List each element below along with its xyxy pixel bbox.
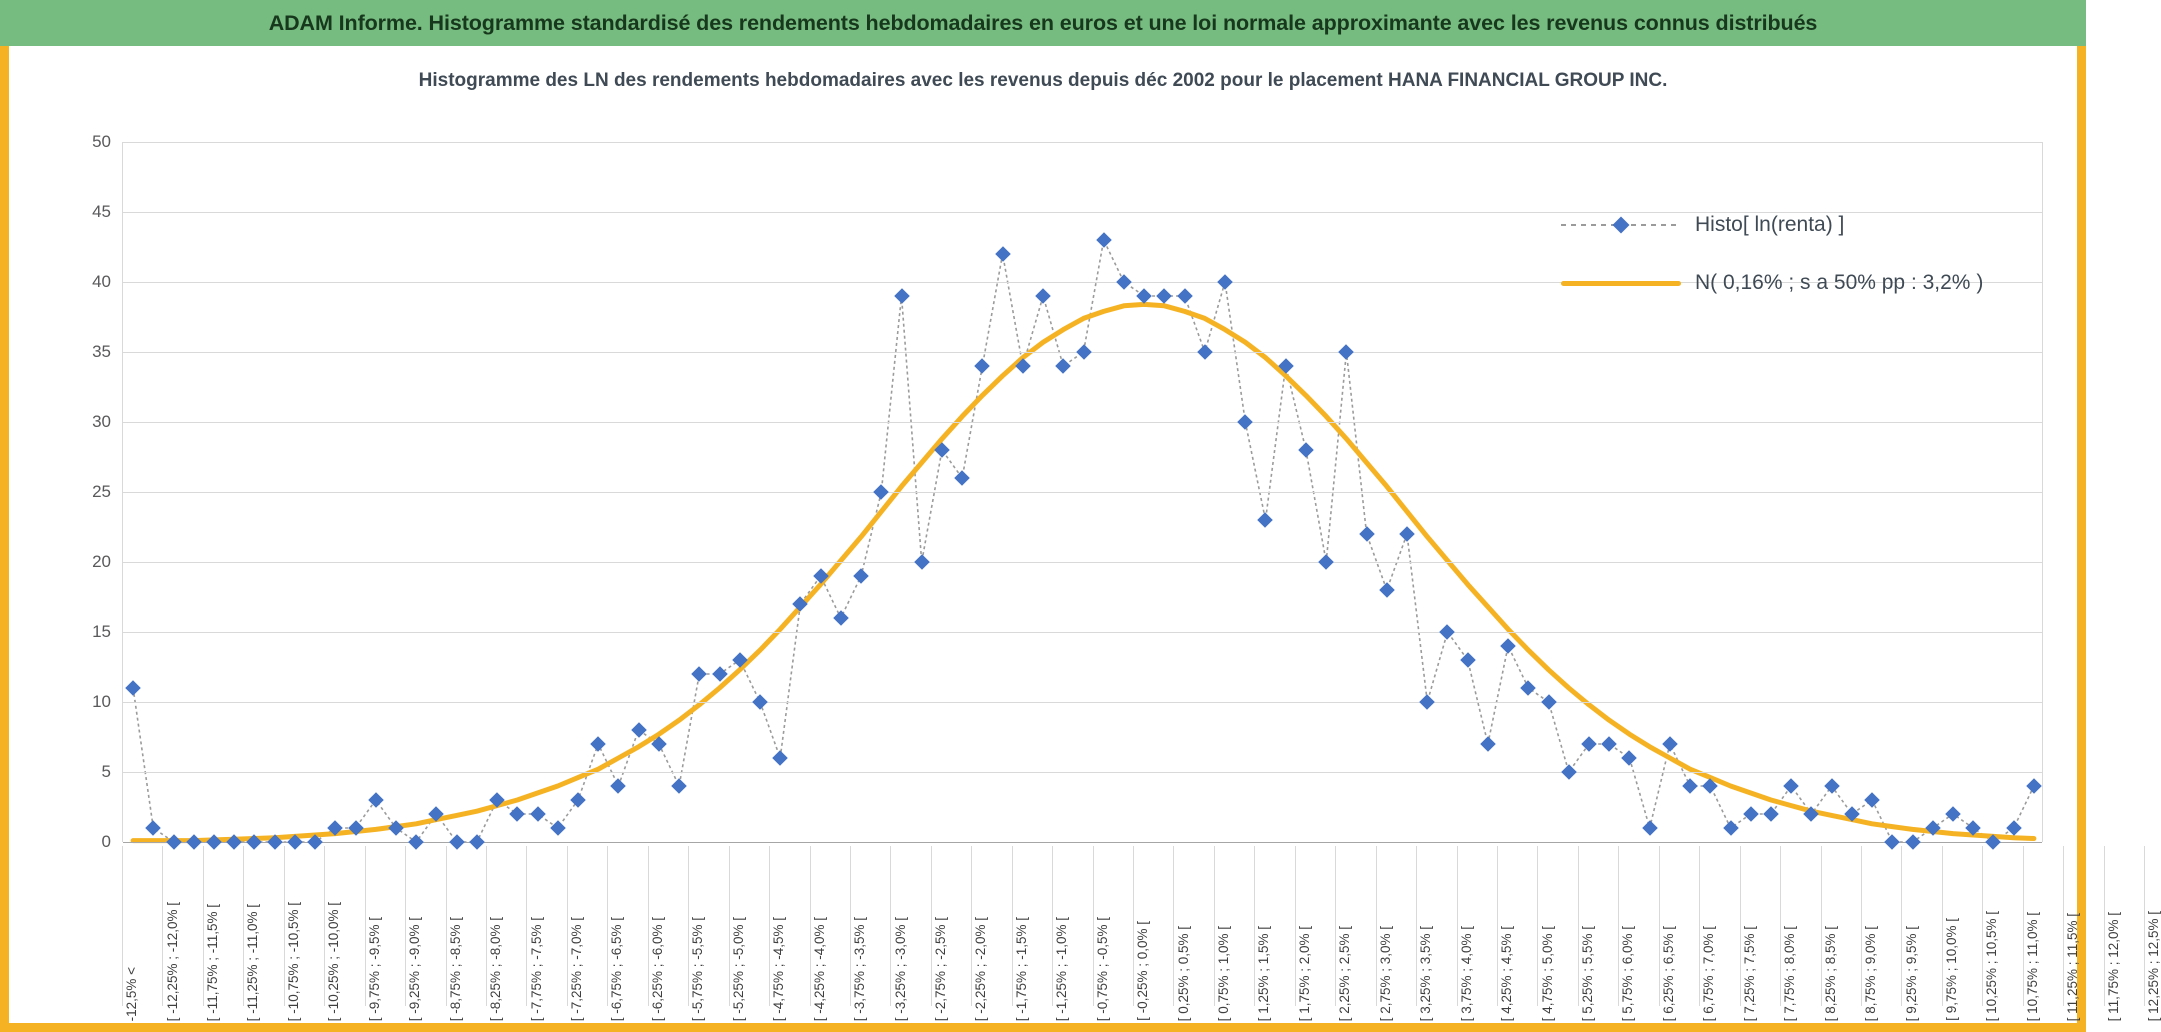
left-accent-bar <box>0 46 9 1032</box>
x-axis-tick-label: [ -10,75% ; -10,5% [ <box>285 901 301 1021</box>
y-axis-tick-label: 15 <box>92 622 111 641</box>
normal-curve <box>133 304 2034 840</box>
gridline <box>123 562 2042 563</box>
x-axis-tick-label: [ -1,75% ; -1,5% [ <box>1013 916 1029 1021</box>
x-axis-separator <box>526 846 527 1006</box>
chart-title: Histogramme des LN des rendements hebdomadaires avec les revenus depuis déc 2002 pour le placement HANA FINANCIAL GROUP INC. <box>418 70 1668 91</box>
legend-item-histo[interactable] <box>1561 196 1991 254</box>
y-axis-tick-label: 30 <box>92 412 111 431</box>
x-axis-separator <box>1457 846 1458 1006</box>
x-axis-tick-label: [ -0,75% ; -0,5% [ <box>1094 916 1110 1021</box>
x-axis-separator <box>2144 846 2145 1006</box>
x-axis-separator <box>931 846 932 1006</box>
x-axis-separator <box>769 846 770 1006</box>
x-axis-separator <box>1052 846 1053 1006</box>
x-axis-tick-label: [ -11,75% ; -11,5% [ <box>204 903 220 1021</box>
x-axis-separator <box>2104 846 2105 1006</box>
x-axis-tick-label: [ 8,25% ; 8,5% [ <box>1822 925 1838 1021</box>
x-axis-separator <box>1335 846 1336 1006</box>
x-axis-separator <box>2063 846 2064 1006</box>
x-axis-tick-label: [ 7,75% ; 8,0% [ <box>1782 925 1798 1021</box>
x-axis-tick-label: [ -3,25% ; -3,0% [ <box>892 916 908 1021</box>
x-axis-tick-label: [ 3,75% ; 4,0% [ <box>1458 925 1474 1021</box>
x-axis-separator <box>1295 846 1296 1006</box>
x-axis-tick-label: [ -2,75% ; -2,5% [ <box>932 916 948 1021</box>
x-axis-separator <box>567 846 568 1006</box>
chart-container <box>9 46 2161 1023</box>
x-axis-tick-label: [ 8,75% ; 9,0% [ <box>1863 925 1879 1021</box>
x-axis-tick-label: [ -9,75% ; -9,5% [ <box>366 916 382 1021</box>
x-axis-tick-label: [ 1,75% ; 2,0% [ <box>1296 925 1312 1021</box>
x-axis-tick-label: [ -12,25% ; -12,0% [ <box>164 901 180 1021</box>
x-axis-separator <box>1780 846 1781 1006</box>
x-axis-separator <box>1537 846 1538 1006</box>
chart-legend <box>1561 196 1991 312</box>
x-axis-separator <box>688 846 689 1006</box>
x-axis-tick-label: [ -7,75% ; -7,5% [ <box>528 916 544 1021</box>
x-axis-tick-label: [ -9,25% ; -9,0% [ <box>407 916 423 1021</box>
x-axis-tick-label: [ 12,25% ; 12,5% [ <box>2146 910 2161 1021</box>
y-axis-tick-label: 0 <box>101 832 111 851</box>
x-axis-separator <box>1861 846 1862 1006</box>
x-axis-separator <box>1173 846 1174 1006</box>
x-axis-tick-label: [ 3,25% ; 3,5% [ <box>1418 925 1434 1021</box>
x-axis-tick-label: [ -5,75% ; -5,5% [ <box>690 916 706 1021</box>
x-axis-separator <box>1901 846 1902 1006</box>
x-axis-tick-label: [ -7,25% ; -7,0% [ <box>568 916 584 1021</box>
x-axis-tick-label: [ -10,25% ; -10,0% [ <box>326 901 342 1021</box>
y-axis-tick-label: 40 <box>92 272 111 291</box>
x-axis-separator <box>1376 846 1377 1006</box>
banner-title: ADAM Informe. Histogramme standardisé des rendements hebdomadaires en euros et une loi normale approximante avec les revenus connus distribués <box>268 10 1818 35</box>
x-axis-separator <box>1416 846 1417 1006</box>
x-axis-separator <box>324 846 325 1006</box>
header-banner <box>0 0 2086 46</box>
x-axis-tick-label: [ -1,25% ; -1,0% [ <box>1054 916 1070 1021</box>
x-axis-separator <box>162 846 163 1006</box>
x-axis-separator <box>2023 846 2024 1006</box>
x-axis-tick-label: [ 5,25% ; 5,5% [ <box>1580 925 1596 1021</box>
x-axis-tick-label: [ 11,75% ; 12,0% [ <box>2105 911 2121 1021</box>
x-axis-tick-label: [ -0,25% ; 0,0% [ <box>1135 921 1151 1021</box>
x-axis-separator <box>405 846 406 1006</box>
x-axis-tick-label: [ 0,75% ; 1,0% [ <box>1216 925 1232 1021</box>
x-axis-tick-label: -12,5% < <box>124 966 140 1021</box>
bottom-accent-bar <box>0 1023 2086 1032</box>
x-axis-tick-label: [ 2,25% ; 2,5% [ <box>1337 925 1353 1021</box>
x-axis-separator <box>1012 846 1013 1006</box>
y-axis-tick-label: 45 <box>92 202 111 221</box>
x-axis-tick-label: [ 11,25% ; 11,5% [ <box>2065 912 2081 1021</box>
x-axis-tick-label: [ -8,25% ; -8,0% [ <box>488 916 504 1021</box>
x-axis-tick-label: [ 1,25% ; 1,5% [ <box>1256 925 1272 1021</box>
x-axis-tick-label: [ 0,25% ; 0,5% [ <box>1175 925 1191 1021</box>
x-axis-separator <box>1214 846 1215 1006</box>
x-axis-tick-label: [ 9,75% ; 10,0% [ <box>1944 918 1959 1021</box>
x-axis-tick-label: [ 2,75% ; 3,0% [ <box>1377 925 1393 1021</box>
x-axis-separator <box>729 846 730 1006</box>
x-axis-separator <box>1659 846 1660 1006</box>
gridline <box>123 422 2042 423</box>
right-accent-bar <box>2077 46 2086 1032</box>
x-axis-separator <box>446 846 447 1006</box>
x-axis-tick-label: [ 7,25% ; 7,5% [ <box>1741 925 1757 1021</box>
x-axis-separator <box>810 846 811 1006</box>
legend-label-histo: Histo[ ln(renta) ] <box>1695 213 1845 236</box>
x-axis-separator <box>1618 846 1619 1006</box>
x-axis-separator <box>971 846 972 1006</box>
x-axis-separator <box>1982 846 1983 1006</box>
x-axis-tick-label: [ 6,75% ; 7,0% [ <box>1701 925 1717 1021</box>
x-axis-tick-label: [ 6,25% ; 6,5% [ <box>1660 925 1676 1021</box>
x-axis-separator <box>1497 846 1498 1006</box>
x-axis-separator <box>203 846 204 1006</box>
y-axis-tick-label: 10 <box>92 692 111 711</box>
x-axis-separator <box>1942 846 1943 1006</box>
x-axis-separator <box>850 846 851 1006</box>
x-axis-tick-label: [ 10,75% ; 11,0% [ <box>2024 911 2040 1021</box>
x-axis-separator <box>365 846 366 1006</box>
y-axis-tick-label: 25 <box>92 482 111 501</box>
gridline <box>123 632 2042 633</box>
histogram-connector-line <box>133 240 2034 842</box>
y-axis-tick-label: 20 <box>92 552 111 571</box>
legend-label-normal: N( 0,16% ; s a 50% pp : 3,2% ) <box>1695 271 1984 294</box>
gridline <box>123 772 2042 773</box>
x-axis-separator <box>648 846 649 1006</box>
x-axis-tick-label: [ -3,75% ; -3,5% [ <box>852 916 868 1021</box>
x-axis-tick-label: [ 5,75% ; 6,0% [ <box>1620 925 1636 1021</box>
x-axis-separator <box>486 846 487 1006</box>
gridline <box>123 702 2042 703</box>
x-axis-separator <box>284 846 285 1006</box>
x-axis-tick-label: [ 4,75% ; 5,0% [ <box>1539 925 1555 1021</box>
y-axis-tick-label: 35 <box>92 342 111 361</box>
x-axis-tick-label: [ -11,25% ; -11,0% [ <box>245 903 261 1021</box>
x-axis-separator <box>1821 846 1822 1006</box>
x-axis-tick-label: [ -6,25% ; -6,0% [ <box>649 916 665 1021</box>
y-axis-tick-label: 5 <box>101 762 111 781</box>
x-axis-tick-label: [ -5,25% ; -5,0% [ <box>730 916 746 1021</box>
x-axis-tick-label: [ -6,75% ; -6,5% [ <box>609 916 625 1021</box>
x-axis-separator <box>1740 846 1741 1006</box>
gridline <box>123 492 2042 493</box>
x-axis-separator <box>1699 846 1700 1006</box>
y-axis-tick-label: 50 <box>92 132 111 151</box>
x-axis-tick-label: [ 9,25% ; 9,5% [ <box>1903 925 1919 1021</box>
x-axis-separator <box>122 846 123 1006</box>
x-axis-separator <box>1578 846 1579 1006</box>
legend-item-normal[interactable] <box>1561 254 1991 312</box>
x-axis-separator <box>607 846 608 1006</box>
x-axis-separator <box>890 846 891 1006</box>
x-axis-labels <box>122 846 2161 1021</box>
legend-marker-histo <box>1561 215 1681 235</box>
gridline <box>123 142 2042 143</box>
x-axis-separator <box>1133 846 1134 1006</box>
x-axis-tick-label: [ -4,25% ; -4,0% [ <box>811 916 827 1021</box>
x-axis-separator <box>243 846 244 1006</box>
x-axis-separator <box>1254 846 1255 1006</box>
x-axis-tick-label: [ -2,25% ; -2,0% [ <box>973 916 989 1021</box>
x-axis-tick-label: [ 4,25% ; 4,5% [ <box>1499 925 1515 1021</box>
x-axis-tick-label: [ 10,25% ; 10,5% [ <box>1984 910 2000 1021</box>
legend-marker-normal <box>1561 273 1681 293</box>
x-axis-tick-label: [ -4,75% ; -4,5% [ <box>771 916 787 1021</box>
x-axis-tick-label: [ -8,75% ; -8,5% [ <box>447 916 463 1021</box>
x-axis-separator <box>1093 846 1094 1006</box>
